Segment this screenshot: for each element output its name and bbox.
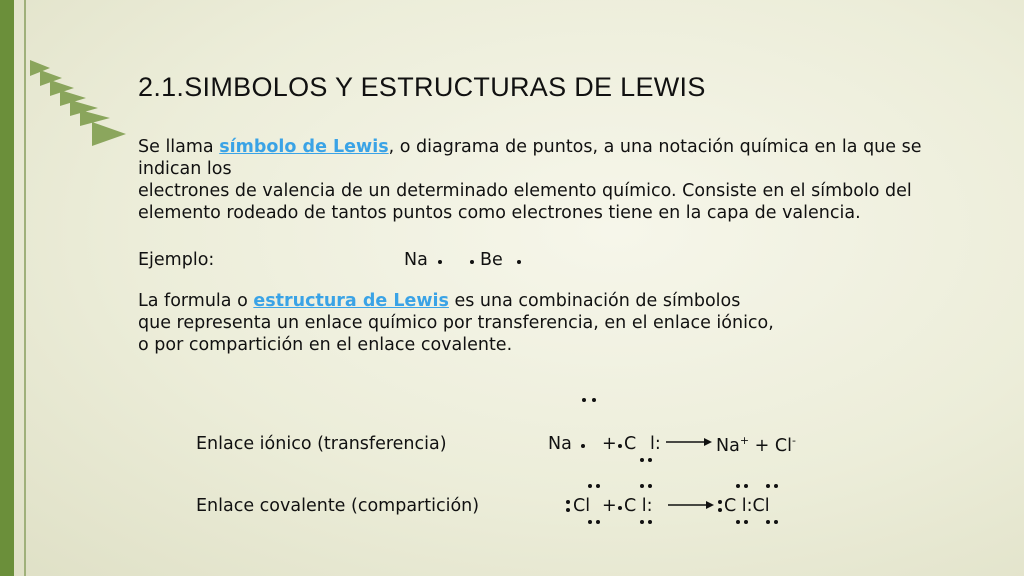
ionic-na-charge: + xyxy=(739,434,750,447)
ionic-cl-charge: - xyxy=(791,434,796,447)
ionic-label: Enlace iónico (transferencia) xyxy=(196,434,447,454)
cov-cl2-top-dot-1 xyxy=(640,484,644,488)
cov-prod-top-dot-3 xyxy=(766,484,770,488)
cov-prod-bottom-dot-2 xyxy=(744,520,748,524)
cl-top-dot-2 xyxy=(592,398,596,402)
ionic-l: l: xyxy=(650,434,661,454)
cov-prod-top-dot-4 xyxy=(774,484,778,488)
cov-prod-bottom-dot-1 xyxy=(736,520,740,524)
cov-cl1-top-dot-1 xyxy=(588,484,592,488)
cov-cl2-left-dot xyxy=(618,506,622,510)
decorative-arrows xyxy=(0,60,140,380)
cov-cl1-left-dot-2 xyxy=(566,508,570,512)
simbolo-de-lewis-link[interactable]: símbolo de Lewis xyxy=(219,137,389,157)
ionic-na: Na xyxy=(548,434,572,454)
cov-prod-top-dot-2 xyxy=(744,484,748,488)
cov-cl2-bottom-dot-2 xyxy=(648,520,652,524)
ionic-product xyxy=(716,434,796,456)
lewis-symbol-paragraph xyxy=(138,136,984,224)
ionic-cl-bottom-dot-1 xyxy=(640,458,644,462)
covalent-arrow-icon xyxy=(666,497,716,513)
cov-prod-bottom-dot-3 xyxy=(766,520,770,524)
cov-prod-left-dot-1 xyxy=(718,500,722,504)
example-na: Na xyxy=(404,250,428,270)
ionic-plus: + xyxy=(602,434,617,454)
covalent-plus: + xyxy=(602,496,617,516)
p1-text-2: , o diagrama de puntos, a una notación química en la que se indican los xyxy=(138,137,922,179)
cl-top-dot-1 xyxy=(582,398,586,402)
ionic-c: C xyxy=(624,434,637,454)
cov-prod-bottom-dot-4 xyxy=(774,520,778,524)
cov-cl2-bottom-dot-1 xyxy=(640,520,644,524)
cov-cl1-top-dot-2 xyxy=(596,484,600,488)
covalent-label: Enlace covalente (compartición) xyxy=(196,496,480,516)
covalent-cl2: C l: xyxy=(624,496,653,516)
p2-text-1: La formula o xyxy=(138,291,254,311)
covalent-cl1: Cl xyxy=(573,496,591,516)
ionic-product-plus: + xyxy=(754,435,770,456)
example-label: Ejemplo: xyxy=(138,250,215,270)
cov-prod-top-dot-1 xyxy=(736,484,740,488)
page-title: 2.1.SIMBOLOS Y ESTRUCTURAS DE LEWIS xyxy=(138,72,706,102)
p1-text-3: electrones de valencia de un determinado elemento químico. Consiste en el símbolo del elemento rodeado de tantos puntos como electrones tiene en la capa de valencia. xyxy=(138,181,912,223)
lewis-structure-paragraph xyxy=(138,290,778,356)
cov-prod-left-dot-2 xyxy=(718,508,722,512)
covalent-product: C l:Cl xyxy=(724,496,770,516)
cov-cl1-left-dot-1 xyxy=(566,500,570,504)
cov-cl1-bottom-dot-1 xyxy=(588,520,592,524)
ionic-arrow-icon xyxy=(664,434,714,450)
estructura-de-lewis-link[interactable]: estructura de Lewis xyxy=(253,291,449,311)
ionic-product-na: Na xyxy=(716,435,740,456)
example-be: Be xyxy=(480,250,503,270)
cov-cl2-top-dot-2 xyxy=(648,484,652,488)
be-dot-left xyxy=(470,260,474,264)
p2-text-2: es una combinación de símbolos que representa un enlace químico por transferencia, en el enlace iónico, o por compartición en el enlace covalente. xyxy=(138,291,774,355)
ionic-cl-dot-left xyxy=(618,444,622,448)
ionic-cl-bottom-dot-2 xyxy=(648,458,652,462)
p1-text-1: Se llama xyxy=(138,137,220,157)
ionic-na-dot xyxy=(581,444,585,448)
na-dot xyxy=(438,260,442,264)
ionic-product-cl: Cl xyxy=(774,435,792,456)
be-dot-right xyxy=(517,260,521,264)
cov-cl1-bottom-dot-2 xyxy=(596,520,600,524)
